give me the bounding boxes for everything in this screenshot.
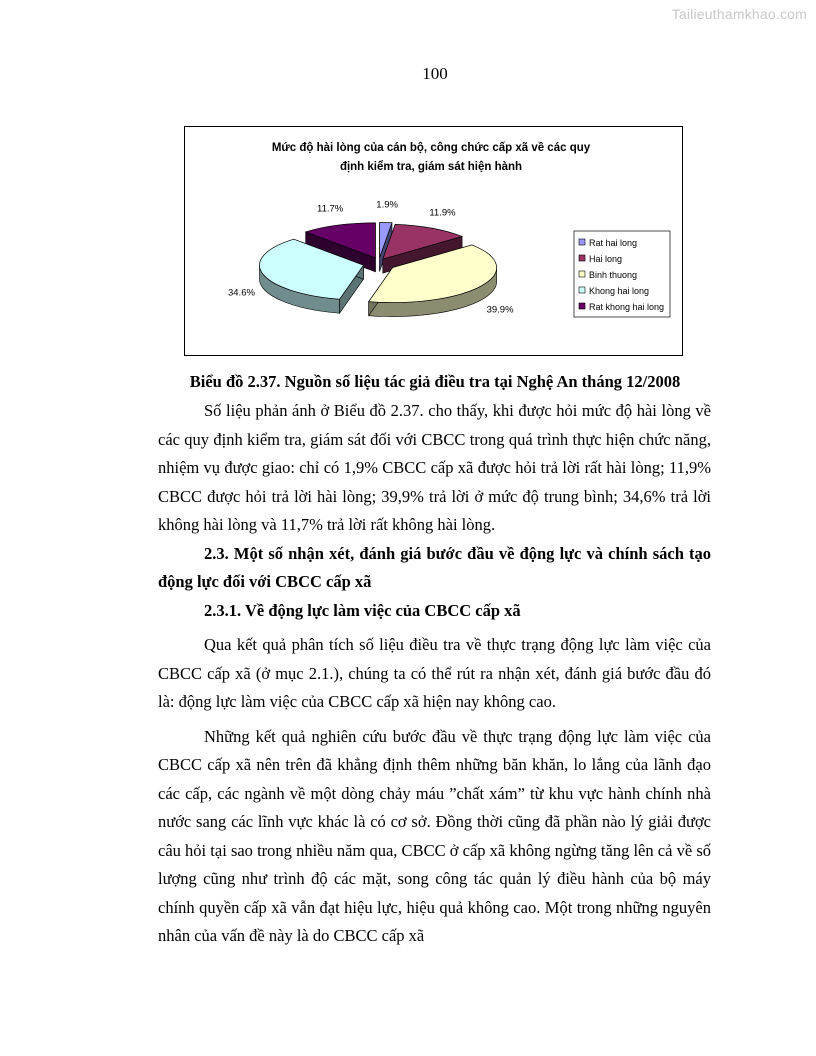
section-heading-2-3-1: 2.3.1. Về động lực làm việc của CBCC cấp xã [204,600,521,620]
legend-swatch-rat-khong-hai-long [579,303,585,309]
paragraph-2: Qua kết quả phân tích số liệu điều tra về thực trạng động lực làm việc của CBCC cấp xã (ở mục 2.1.), chúng ta có thể rút ra nhận xét, đánh giá bước đầu đó là: động lực làm việc của CBCC cấp xã hiện nay không cao. [158,635,711,711]
legend-label-rat-hai-long: Rat hai long [589,238,638,248]
watermark: Tailieuthamkhao.com [671,6,807,22]
chart-legend [574,231,670,317]
legend-label-khong-hai-long: Khong hai long [589,286,650,296]
chart-caption: Biểu đồ 2.37. Nguồn số liệu tác giả điều tra tại Nghệ An tháng 12/2008 [189,372,681,391]
legend-label-hai-long: Hai long [589,254,623,264]
pie-value-label-rat-hai-long: 1.9% [376,199,398,211]
legend-label-binh-thuong: Binh thuong [589,270,638,280]
legend-swatch-hai-long [579,255,585,261]
pie-chart [184,126,683,356]
page-number: 100 [422,64,448,83]
legend-label-rat-khong-hai-long: Rat khong hai long [589,302,665,312]
legend-swatch-khong-hai-long [579,287,585,293]
pie-value-label-khong-hai-long: 34.6% [227,287,255,299]
section-heading-2-3: 2.3. Một số nhận xét, đánh giá bước đầu về động lực và chính sách tạo động lực đối với CBCC cấp xã [158,543,711,591]
body-text [158,397,711,951]
paragraph-1: Số liệu phản ánh ở Biểu đồ 2.37. cho thấy, khi được hỏi mức độ hài lòng về các quy định kiểm tra, giám sát đối với CBCC trong quá trình thực hiện chức năng, nhiệm vụ được giao: chỉ có 1,9% CBCC cấp xã được hỏi trả lời rất hài lòng; 11,9% CBCC được hỏi trả lời hài lòng; 39,9% trả lời ở mức độ trung bình; 34,6% trả lời không hài lòng và 11,7% trả lời rất không hài lòng. [158,401,711,534]
pie-value-label-binh-thuong: 39.9% [486,304,514,316]
legend-swatch-rat-hai-long [579,239,585,245]
chart-title-line-2: định kiểm tra, giám sát hiện hành [339,161,523,173]
paragraph-3: Những kết quả nghiên cứu bước đầu về thực trạng động lực làm việc của CBCC cấp xã nên trên đã khẳng định thêm những băn khăn, lo lắng của lãnh đạo các cấp, các ngành về một dòng chảy máu ”chất xám” từ khu vực hành chính nhà nước sang các lĩnh vực khác là có cơ sở. Đồng thời cũng đã phần nào lý giải được câu hỏi tại sao trong nhiều năm qua, CBCC ở cấp xã không ngừng tăng lên cả về số lượng cũng như trình độ các mặt, song công tác quản lý điều hành của bộ máy chính quyền cấp xã vẫn đạt hiệu lực, hiệu quả không cao. Một trong những nguyên nhân của vấn đề này là do CBCC cấp xã [158,726,711,945]
pie-value-label-rat-khong-hai-long: 11.7% [317,203,344,215]
pie-slices [260,223,497,317]
legend-swatch-binh-thuong [579,271,585,277]
pie-chart-canvas [185,127,682,355]
pie-value-label-hai-long: 11.9% [429,207,456,219]
chart-title-line-1: Mức độ hài lòng của cán bộ, công chức cấp xã về các quy [271,142,591,154]
